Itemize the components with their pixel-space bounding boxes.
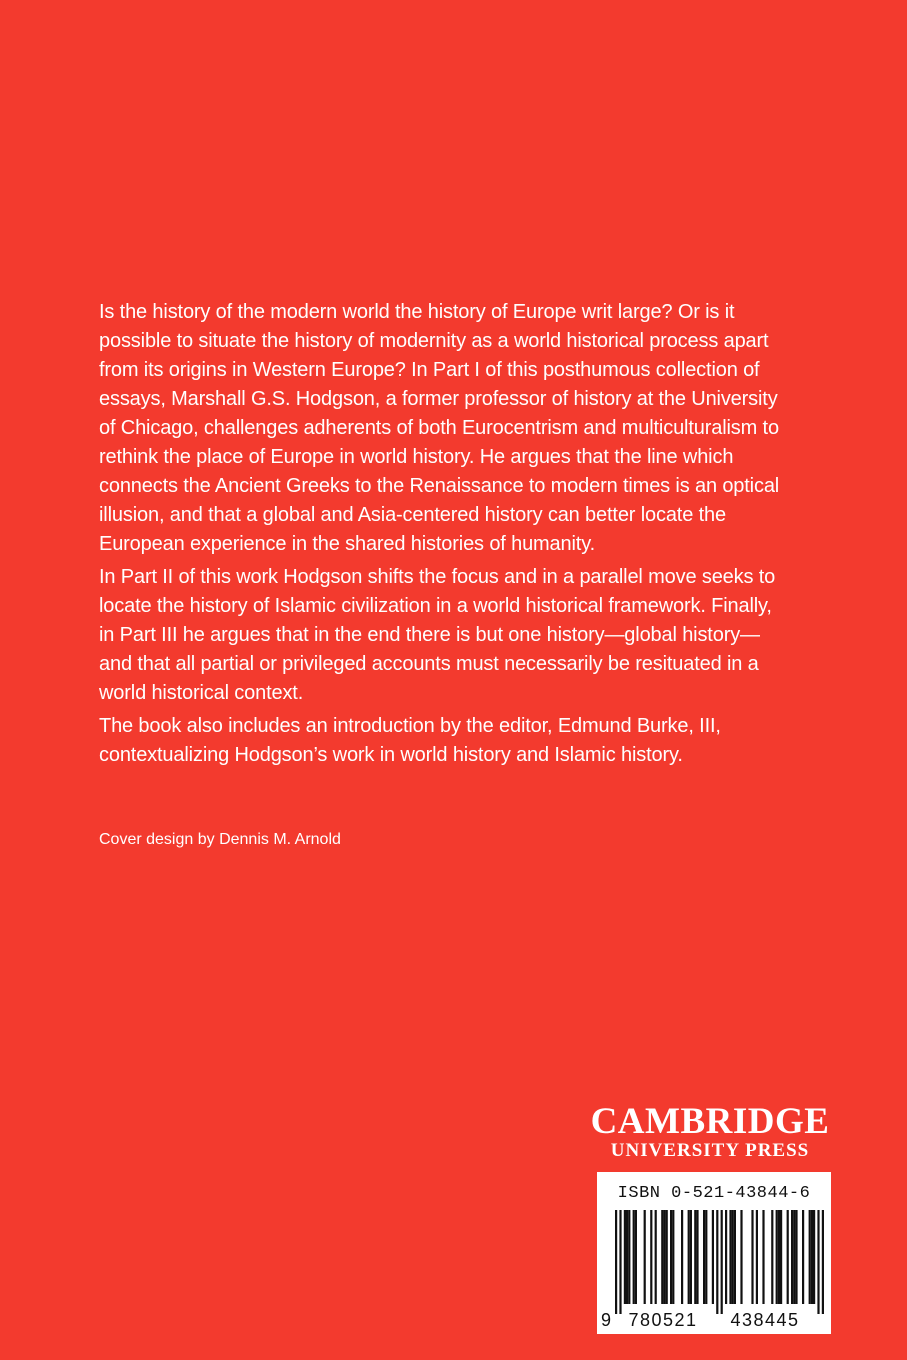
back-cover-blurb — [99, 298, 789, 774]
barcode-bar — [771, 1210, 773, 1304]
barcode-bar — [732, 1210, 734, 1304]
barcode-bar — [811, 1210, 813, 1304]
barcode-bar — [694, 1210, 696, 1304]
barcode-bar — [756, 1210, 758, 1304]
barcode-bar — [776, 1210, 778, 1304]
publisher-logo — [590, 1103, 830, 1162]
barcode-bar — [628, 1210, 630, 1304]
barcode-bar — [813, 1210, 815, 1304]
barcode-bar — [787, 1210, 789, 1304]
blurb-paragraph-1: Is the history of the modern world the history of Europe writ large? Or is it possible to situate the history of modernity as a world historical process apart from its origins in Western Europe? In Part I of this posthumous collection of essays, Marshall G.S. Hodgson, a former professor of history at the University of Chicago, challenges adherents of both Eurocentrism and multiculturalism to rethink the place of Europe in world history. He argues that the line which connects the Ancient Greeks to the Renaissance to modern times is an optical illusion, and that a global and Asia-centered history can better locate the European experience in the shared histories of humanity. — [99, 301, 780, 555]
barcode-bar — [822, 1210, 824, 1314]
barcode-bar — [795, 1210, 797, 1304]
blurb-paragraph-3: The book also includes an introduction by the editor, Edmund Burke, III, contextualizing Hodgson’s work in world history and Islamic history. — [99, 715, 721, 766]
barcode-bar — [721, 1210, 723, 1314]
barcode-bar — [817, 1210, 819, 1314]
barcode-bar — [633, 1210, 635, 1304]
barcode-first-digit: 9 — [601, 1310, 612, 1330]
barcode-right-digits: 438445 — [730, 1310, 800, 1330]
barcode-bars — [615, 1210, 824, 1314]
barcode-bar — [670, 1210, 672, 1304]
publisher-name: CAMBRIDGE — [590, 1101, 830, 1142]
barcode-bar — [626, 1210, 628, 1304]
barcode-bar — [725, 1210, 727, 1304]
barcode-bar — [778, 1210, 780, 1304]
barcode-bar — [661, 1210, 663, 1304]
barcode-bar — [793, 1210, 795, 1304]
barcode-bar — [696, 1210, 698, 1304]
barcode-bar — [688, 1210, 690, 1304]
isbn-barcode — [597, 1172, 831, 1334]
barcode-bar — [751, 1210, 753, 1304]
barcode-bar — [729, 1210, 731, 1304]
publisher-subtitle: UNIVERSITY PRESS — [610, 1140, 810, 1161]
barcode-bar — [740, 1210, 742, 1304]
barcode-bar — [705, 1210, 707, 1304]
barcode-bar — [663, 1210, 665, 1304]
blurb-paragraph-2: In Part II of this work Hodgson shifts the focus and in a parallel move seeks to locate the history of Islamic civilization in a world historical framework. Finally, in Part III he argues that in the end there is but one history—global history—and that all partial or privileged accounts must necessarily be resituated in a world historical context. — [99, 566, 776, 704]
barcode-bar — [666, 1210, 668, 1304]
isbn-label: ISBN 0-521-43844-6 — [617, 1184, 811, 1203]
barcode-bar — [734, 1210, 736, 1304]
barcode-bar — [703, 1210, 705, 1304]
barcode-bar — [635, 1210, 637, 1304]
barcode-bar — [762, 1210, 764, 1304]
barcode-bar — [690, 1210, 692, 1304]
barcode-bar — [644, 1210, 646, 1304]
barcode-bar — [672, 1210, 674, 1304]
barcode-bar — [780, 1210, 782, 1304]
barcode-graphic — [597, 1172, 831, 1334]
barcode-bar — [712, 1210, 714, 1304]
barcode-left-digits: 780521 — [628, 1310, 698, 1330]
barcode-bar — [809, 1210, 811, 1304]
cover-design-credit: Cover design by Dennis M. Arnold — [99, 831, 341, 848]
barcode-bar — [655, 1210, 657, 1304]
barcode-bar — [615, 1210, 617, 1314]
barcode-bar — [624, 1210, 626, 1304]
barcode-bar — [791, 1210, 793, 1304]
barcode-bar — [802, 1210, 804, 1304]
barcode-bar — [650, 1210, 652, 1304]
barcode-bar — [619, 1210, 621, 1314]
barcode-bar — [681, 1210, 683, 1304]
barcode-bar — [716, 1210, 718, 1314]
